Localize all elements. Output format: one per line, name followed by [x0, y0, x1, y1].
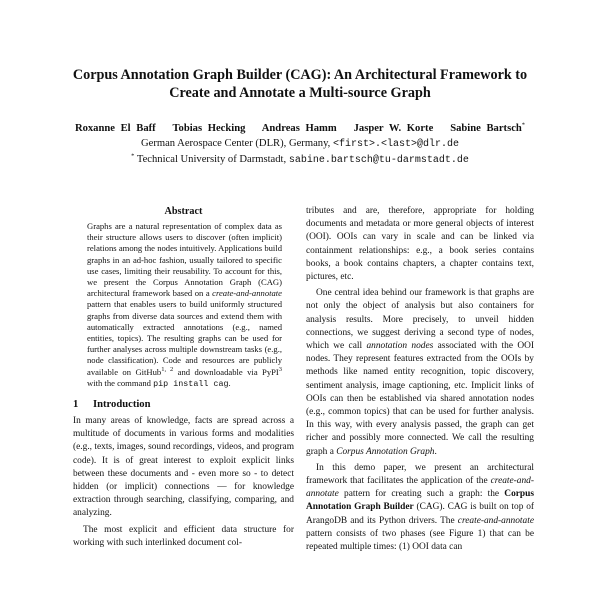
footnote-ref-pypi: 3	[278, 365, 283, 373]
section-number: 1	[73, 399, 79, 411]
title-line-1: Corpus Annotation Graph Builder (CAG): An Architectural Framework to	[72, 67, 528, 83]
p3-emphasis-2: create-and-annotate	[457, 515, 534, 526]
abstract-heading: Abstract	[164, 206, 203, 217]
affiliation-1-email: <first>.<last>@dlr.de	[332, 139, 460, 150]
footnote-ref-github: 1, 2	[161, 365, 174, 373]
right-paragraph-1: tributes and are, therefore, appropriate for holding documents and metadata or more general objects of interest (OOI). OOIs can vary in scale and can be linked via containment relationships: e.g., a book series contains books, a book contains chapters, a chapter contains text, pictures, etc.	[306, 206, 534, 283]
abstract-part-d: with the command	[87, 377, 154, 388]
affiliation-1-text: German Aerospace Center (DLR), Germany,	[140, 138, 333, 149]
affiliation-2-text: Technical University of Darmstadt,	[134, 154, 289, 165]
affiliation-2	[40, 152, 560, 168]
right-paragraph-3	[306, 462, 534, 554]
affiliation-2-email: sabine.bartsch@tu-darmstadt.de	[288, 155, 469, 166]
p3-emphasis-1: create-and-annotate	[306, 476, 534, 500]
abstract-emphasis: create-and-annotate	[212, 288, 282, 299]
intro-paragraph-1: In many areas of knowledge, facts are spread across a multitude of documents in various forms and modalities (e.g., texts, images, sound recordings, videos, and program code). It is of great interest to exploit explicit links between these documents and - even more so - to detect hidden (or implicit) connections — for knowledge extraction through searching, classifying, comparing, and analyzing.	[73, 416, 294, 519]
p3-part-b: pattern for creating such a graph: the	[338, 489, 505, 500]
left-column	[73, 205, 294, 550]
intro-paragraph-2: The most explicit and efficient data structure for working with such interlinked document col-	[73, 524, 294, 548]
author-names: Roxanne El Baff Tobias Hecking Andreas Hamm Jasper W. Korte Sabine Bartsch	[74, 123, 522, 134]
abstract-part-b: pattern that enables users to build uniformly structured graphs from diverse data sources and extend them with automatically extracted annotations (e.g., named entities, topics). The resulting graphs can be used for further analyses across multiple downstream tasks (e.g., node classification). Code and resources are publicly available on GitHub	[87, 299, 282, 377]
p2-part-c: .	[434, 446, 437, 457]
p2-emphasis-2: Corpus Annotation Graph	[336, 446, 435, 457]
p2-part-a: One central idea behind our framework is that graphs are not only the object of analysis but also containers for analysis results. More precisely, to unveil hidden connections, we suggest deriving a second type of nodes, which we call	[306, 288, 534, 352]
abstract-part-c: and downloadable via PyPI	[173, 366, 279, 377]
paper-title	[40, 66, 560, 102]
abstract-text	[87, 221, 282, 390]
p3-bold: Corpus Annotation Graph Builder	[306, 489, 534, 513]
right-paragraph-2	[306, 287, 534, 459]
abstract-part-a: Graphs are a natural representation of complex data as their structure allows users to discover (often implicit) relations among the nodes intuitively. Applications build graphs in an ad-hoc fashion, usually tailored to specific use cases, limiting their reusability. To account for this, we present the Corpus Annotation Graph (CAG) architectural framework based on a	[87, 221, 282, 299]
p3-part-d: pattern consists of two phases (see Figure 1) that can be repeated multiple times: (1) OOI data can	[306, 528, 534, 553]
install-command: pip install cag	[153, 378, 229, 389]
affiliation-1	[40, 136, 560, 152]
p2-part-b: associated with the OOI nodes. They represent features extracted from the OOIs by methods like named entity recognition, topic discovery, sentiment analysis, image captioning, etc. Implicit links of OOIs can then be established via shared annotation nodes (e.g., common topics) that can be used for further analysis. In this way, with every analysis passed, the graph can get richer and possibly more connected. We call the resulting graph a	[306, 341, 535, 457]
author-block	[40, 121, 560, 168]
right-column	[306, 205, 534, 554]
author-mark: *	[521, 121, 526, 129]
author-names-line	[40, 121, 560, 136]
p3-part-a: In this demo paper, we present an architectural framework that facilitates the application of the	[306, 462, 534, 487]
abstract-part-e: .	[228, 377, 231, 388]
p2-emphasis-1: annotation nodes	[366, 341, 434, 352]
section-title: Introduction	[93, 399, 151, 411]
introduction-heading	[73, 398, 294, 412]
title-line-2: Create and Annotate a Multi-source Graph	[169, 85, 431, 101]
p3-part-c: (CAG). CAG is built on top of ArangoDB and its Python drivers. The	[306, 502, 534, 526]
affiliation-2-mark: *	[131, 152, 135, 160]
